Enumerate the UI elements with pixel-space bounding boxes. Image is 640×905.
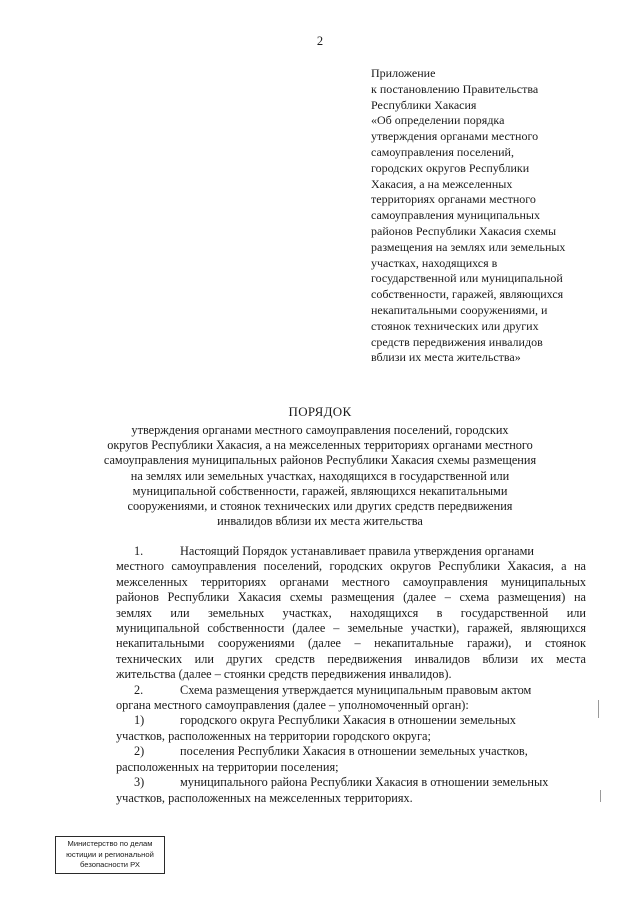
appendix-line: самоуправления муниципальных <box>371 208 540 223</box>
list-item-line: участков, расположенных на территории городского округа; <box>116 728 431 743</box>
appendix-line: средств передвижения инвалидов <box>371 334 543 349</box>
appendix-line: размещения на землях или земельных <box>371 239 566 254</box>
scan-mark <box>598 700 599 718</box>
paragraph-line: местного самоуправления поселений, городских округов Республики Хакасия, а на <box>116 559 586 574</box>
paragraph-text: Настоящий Порядок устанавливает правила утверждения органами <box>180 544 534 558</box>
list-item-first-line <box>116 744 586 759</box>
paragraph-1-first-line <box>116 544 586 559</box>
appendix-header <box>371 66 601 366</box>
list-item-number: 3) <box>134 775 145 790</box>
document-title: ПОРЯДОК <box>288 404 352 419</box>
paragraph-line: некапитальными сооружениями (далее – некапитальные гаражи), и стоянок <box>116 636 586 651</box>
appendix-line: стоянок технических или других <box>371 318 539 333</box>
stamp-line: юстиции и региональной <box>66 849 154 859</box>
appendix-line: к постановлению Правительства <box>371 81 539 96</box>
stamp-line: Министерство по делам <box>67 839 153 848</box>
subtitle-line: на землях или земельных участках, находящихся в государственной или <box>130 468 510 483</box>
scan-mark <box>600 790 601 802</box>
list-item-number: 1) <box>134 713 145 728</box>
paragraph-line: районов Республики Хакасия схемы размещения (далее – схема размещения) на <box>116 590 586 605</box>
appendix-line: «Об определении порядка <box>371 113 505 128</box>
paragraph-number: 2. <box>134 682 144 697</box>
paragraph-line: органа местного самоуправления (далее – уполномоченный орган): <box>116 698 469 713</box>
appendix-line: собственности, гаражей, являющихся <box>371 287 564 302</box>
paragraph-number: 1. <box>134 544 144 558</box>
document-subtitle <box>60 423 580 529</box>
subtitle-line: сооружениями, и стоянок технических или других средств передвижения <box>127 499 513 514</box>
document-body <box>116 544 586 806</box>
stamp-line: безопасности РХ <box>80 860 140 870</box>
paragraph-line: жительства (далее – стоянки средств передвижения инвалидов). <box>116 667 452 682</box>
subtitle-line: округов Республики Хакасия, а на межселенных территориях органами местного <box>107 438 533 453</box>
paragraph-line: межселенных территориях органами местного самоуправления муниципальных <box>116 574 586 589</box>
paragraph-line: муниципальной собственности (далее – земельные участки), гаражей, являющихся <box>116 621 586 636</box>
subtitle-line: самоуправления муниципальных районов Республики Хакасия схемы размещения <box>103 453 537 468</box>
subtitle-line: утверждения органами местного самоуправления поселений, городских <box>131 423 509 437</box>
list-item-text: городского округа Республики Хакасия в отношении земельных <box>180 713 516 728</box>
appendix-line: участках, находящихся в <box>371 255 498 270</box>
paragraph-line: технических или других средств передвижения инвалидов вблизи их места <box>116 651 586 666</box>
appendix-line: Республики Хакасия <box>371 97 477 112</box>
appendix-line: территориях органами местного <box>371 192 536 207</box>
appendix-line: государственной или муниципальной <box>371 271 563 286</box>
list-item-line: участков, расположенных на межселенных территориях. <box>116 790 413 805</box>
paragraph-line: землях или земельных участках, находящихся в государственной или <box>116 605 586 620</box>
paragraph-text: Схема размещения утверждается муниципальным правовым актом <box>180 682 532 697</box>
list-item-text: муниципального района Республики Хакасия в отношении земельных <box>180 775 549 790</box>
appendix-line: городских округов Республики <box>371 160 530 175</box>
list-item-first-line <box>116 775 586 790</box>
page-number: 2 <box>316 34 324 48</box>
paragraph-2-first-line <box>116 683 586 698</box>
appendix-line: самоуправления поселений, <box>371 144 514 159</box>
list-item-text: поселения Республики Хакасия в отношении земельных участков, <box>180 744 528 759</box>
list-item-first-line <box>116 713 586 728</box>
subtitle-line: муниципальной собственности, гаражей, являющихся некапитальными <box>132 483 508 498</box>
appendix-line: вблизи их места жительства» <box>371 350 521 365</box>
appendix-line: некапитальными сооружениями, и <box>371 302 548 317</box>
appendix-line: Хакасия, а на межселенных <box>371 176 513 191</box>
subtitle-line: инвалидов вблизи их места жительства <box>217 514 423 529</box>
list-item-number: 2) <box>134 744 145 759</box>
ministry-stamp <box>55 836 165 874</box>
appendix-line: утверждения органами местного <box>371 129 539 144</box>
appendix-line: районов Республики Хакасия схемы <box>371 223 557 238</box>
list-item-line: расположенных на территории поселения; <box>116 759 339 774</box>
appendix-line: Приложение <box>371 66 436 80</box>
